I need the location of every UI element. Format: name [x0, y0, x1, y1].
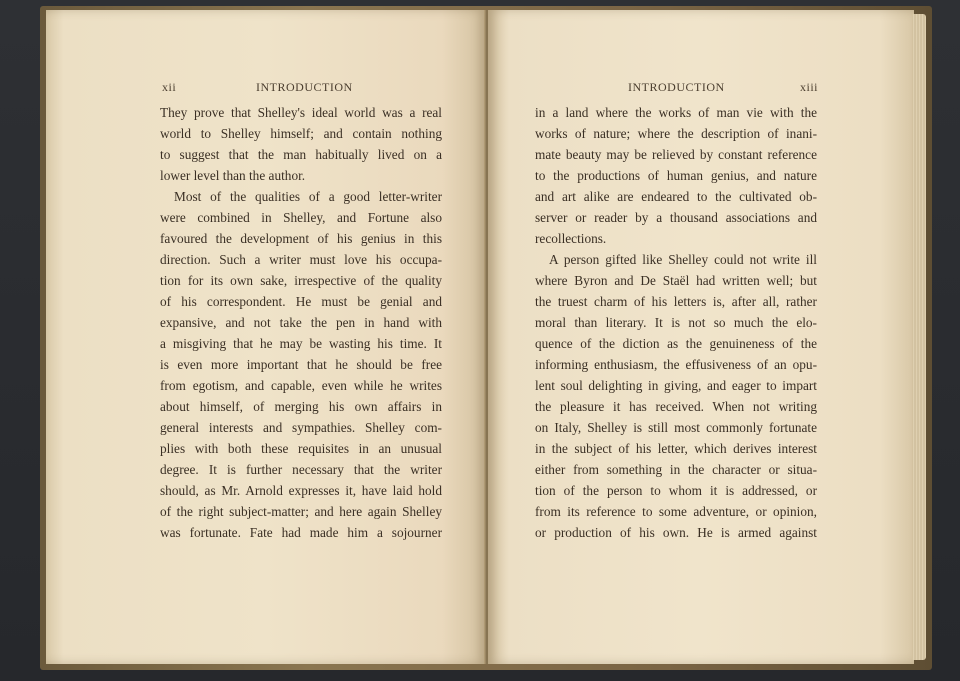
text-line: expansive, and not take the pen in hand with	[160, 315, 442, 330]
text-line: world to Shelley himself; and contain nothing	[160, 126, 442, 141]
text-line: should, as Mr. Arnold expresses it, have laid hold	[160, 483, 442, 498]
text-line: to suggest that the man habitually lived on a	[160, 147, 442, 162]
running-head-left: INTRODUCTION	[256, 80, 353, 94]
text-line: They prove that Shelley's ideal world was a real	[160, 105, 442, 120]
text-line: favoured the development of his genius in this	[160, 231, 442, 246]
text-line: a misgiving that he may be wasting his time. It	[160, 336, 442, 351]
text-line: lower level than the author.	[160, 168, 306, 183]
page-number-left: xii	[162, 80, 177, 94]
text-line: were combined in Shelley, and Fortune also	[160, 210, 442, 225]
text-line: recollections.	[535, 231, 607, 246]
right-page-text	[535, 102, 817, 543]
text-line: mate beauty may be relieved by constant reference	[535, 147, 817, 162]
text-line: on Italy, Shelley is still most commonly fortunate	[535, 420, 817, 435]
text-line: is even more important that he should be free	[160, 357, 442, 372]
text-line: lent soul delighting in giving, and eager to impart	[535, 378, 817, 393]
text-line: of the right subject-matter; and here again Shelley	[160, 504, 442, 519]
text-line: tion of the person to whom it is addressed, or	[535, 483, 817, 498]
text-line: of his correspondent. He must be genial and	[160, 294, 442, 309]
text-line: in a land where the works of man vie with the	[535, 105, 817, 120]
text-line: the truest charm of his letters is, after all, rather	[535, 294, 817, 309]
text-line: moral than literary. It is not so much the elo-	[535, 315, 817, 330]
text-line: in the subject of his letter, which derives interest	[535, 441, 817, 456]
text-line: and art alike are endeared to the cultivated ob-	[535, 189, 817, 204]
text-line: where Byron and De Staël had written well; but	[535, 273, 817, 288]
left-page-text	[160, 102, 442, 543]
page-edges	[912, 14, 926, 660]
text-line: tion for its own sake, irrespective of the quality	[160, 273, 442, 288]
text-line: general interests and sympathies. Shelley com-	[160, 420, 442, 435]
text-line: about himself, of merging his own affairs in	[160, 399, 442, 414]
text-line: either from something in the character or situa-	[535, 462, 817, 477]
text-line: from its reference to some adventure, or opinion,	[535, 504, 817, 519]
text-line: the pleasure it has received. When not writing	[535, 399, 817, 414]
text-line: or production of his own. He is armed against	[535, 525, 817, 540]
running-head-right: INTRODUCTION	[628, 80, 725, 94]
page-number-right: xiii	[800, 80, 819, 94]
text-line: server or reader by a thousand associations and	[535, 210, 817, 225]
right-page	[488, 10, 914, 664]
text-line: was fortunate. Fate had made him a sojourner	[160, 525, 442, 540]
text-line: works of nature; where the description of inani-	[535, 126, 817, 141]
text-line: from egotism, and capable, even while he writes	[160, 378, 442, 393]
text-line: informing enthusiasm, the effusiveness of an opu-	[535, 357, 817, 372]
text-line: plies with both these requisites in an unusual	[160, 441, 442, 456]
text-line: direction. Such a writer must love his occupa-	[160, 252, 442, 267]
text-line: A person gifted like Shelley could not write ill	[549, 252, 817, 267]
text-line: to the productions of human genius, and nature	[535, 168, 817, 183]
text-line: Most of the qualities of a good letter-writer	[174, 189, 442, 204]
left-page	[46, 10, 486, 664]
text-line: degree. It is further necessary that the writer	[160, 462, 442, 477]
text-line: quence of the diction as the genuineness of the	[535, 336, 817, 351]
